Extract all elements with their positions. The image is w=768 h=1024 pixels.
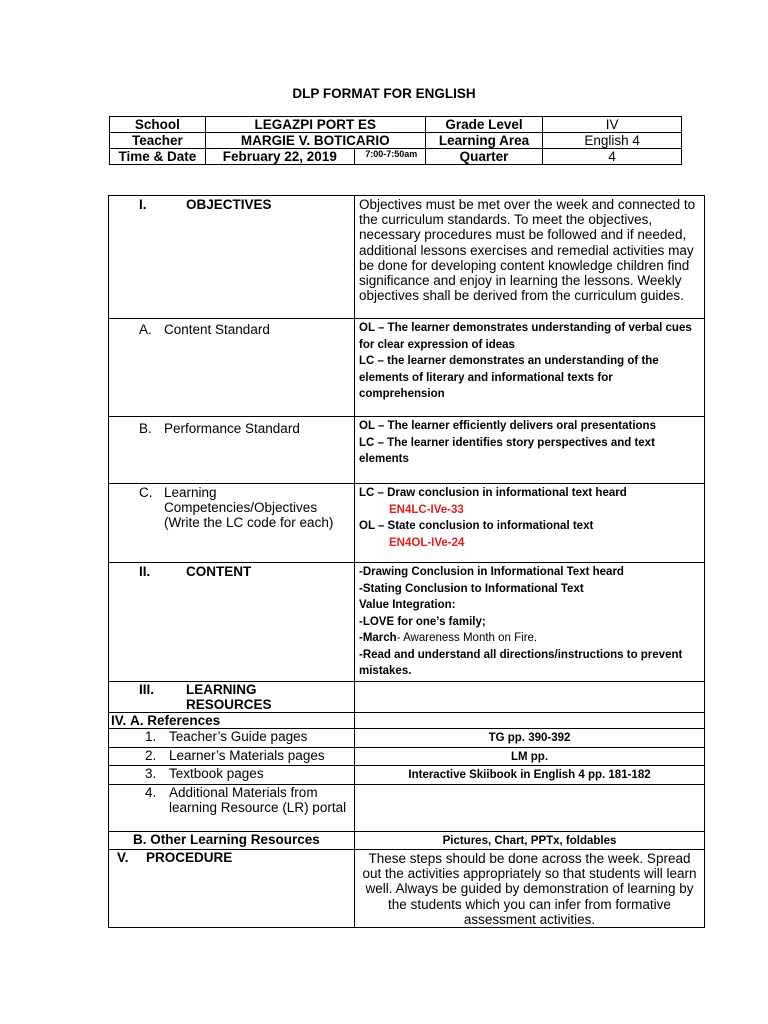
references-row — [109, 713, 705, 729]
resources-num: III. — [139, 682, 155, 697]
other-resources-value: Pictures, Chart, PPTx, foldables — [442, 834, 617, 847]
content-standard-ol: OL – The learner demonstrates understanding of verbal cues for clear expression of ideas — [359, 322, 692, 351]
content-num: II. — [139, 564, 151, 579]
competencies-row — [109, 484, 705, 563]
ref-item-row — [109, 784, 705, 831]
performance-standard-lc: LC – The learner identifies story perspectives and text elements — [359, 436, 655, 465]
ref-item-num: 1. — [145, 729, 157, 744]
header-table — [109, 116, 682, 165]
content-standard-label: Content Standard — [164, 322, 270, 337]
objectives-row — [109, 196, 705, 319]
ref-item-num: 2. — [145, 747, 157, 763]
content-line-5-text: - Awareness Month on Fire. — [396, 632, 538, 644]
ref-item-row — [109, 766, 705, 785]
resources-value — [355, 682, 705, 713]
value-integration-label: Value Integration: — [359, 599, 456, 611]
school-value: LEGAZPI PORT ES — [205, 117, 425, 133]
time-value: 7:00-7:50am — [365, 149, 418, 159]
objectives-text: Objectives must be met over the week and connected to the curriculum standards. To meet the objectives, necessary procedures must be followed and if needed, additional lessons exercises and remedial activities may be done for developing content knowledge children find significance and enjoy in learning the lessons. Weekly objectives shall be derived from the curriculum guides. — [359, 197, 696, 304]
ref-item-value: Interactive Skiibook in English 4 pp. 181-182 — [408, 769, 651, 781]
time-date-label: Time & Date — [110, 149, 206, 165]
content-line-2: -Stating Conclusion to Informational Text — [359, 582, 584, 595]
ref-item-row — [109, 729, 705, 748]
references-num: IV. — [111, 713, 127, 728]
ref-item-label: Additional Materials from learning Resource (LR) portal — [169, 784, 347, 815]
procedure-text: These steps should be done across the week. Spread out the activities appropriately so that students will learn well. Always be guided by demonstration of learning by the students which you can infer from formative assessment activities. — [362, 851, 697, 927]
ref-item-num: 4. — [145, 784, 157, 800]
school-label: School — [110, 117, 206, 133]
date-time-cell — [205, 149, 425, 165]
ref-item-value: LM pp. — [510, 750, 549, 763]
references-value — [355, 713, 705, 729]
competency-lc: LC – Draw conclusion in informational text heard — [359, 487, 627, 499]
procedure-num: V. — [117, 850, 129, 865]
content-standard-lc: LC – the learner demonstrates an understanding of the elements of literary and informational texts for comprehension — [359, 355, 659, 400]
ref-item-row — [109, 747, 705, 766]
area-label: Learning Area — [425, 133, 543, 149]
ref-item-value: TG pp. 390-392 — [488, 732, 571, 744]
page-title: DLP FORMAT FOR ENGLISH — [292, 86, 476, 101]
performance-standard-num: B. — [139, 421, 152, 436]
references-label: A. References — [130, 713, 221, 728]
competencies-num: C. — [139, 485, 153, 500]
ref-item-label: Textbook pages — [169, 766, 264, 781]
performance-standard-ol: OL – The learner efficiently delivers oral presentations — [359, 420, 656, 432]
objectives-num: I. — [139, 197, 147, 212]
grade-label: Grade Level — [425, 117, 543, 133]
quarter-value: 4 — [543, 149, 682, 165]
procedure-label: PROCEDURE — [146, 850, 233, 865]
performance-standard-label: Performance Standard — [164, 421, 300, 436]
teacher-value: MARGIE V. BOTICARIO — [205, 133, 425, 149]
content-line-5 — [359, 630, 700, 647]
resources-row — [109, 682, 705, 713]
objectives-label: OBJECTIVES — [186, 197, 272, 212]
content-line-5-month: -March — [359, 632, 397, 644]
content-standard-row — [109, 319, 705, 417]
grade-value: IV — [543, 117, 682, 133]
content-row — [109, 563, 705, 682]
content-line-1: -Drawing Conclusion in Informational Text heard — [359, 566, 624, 578]
competency-lc-code: EN4LC-IVe-33 — [389, 503, 464, 516]
ref-item-label: Teacher’s Guide pages — [169, 729, 308, 744]
date-value: February 22, 2019 — [206, 149, 355, 164]
ref-item-label: Learner’s Materials pages — [169, 747, 325, 763]
other-resources-row — [109, 831, 705, 850]
competency-ol-code: EN4OL-IVe-24 — [389, 536, 465, 549]
performance-standard-row — [109, 417, 705, 484]
ref-item-value — [355, 785, 704, 786]
competencies-label: Learning Competencies/Objectives (Write the LC code for each) — [164, 485, 334, 530]
area-value: English 4 — [543, 133, 682, 149]
content-line-6: -Read and understand all directions/instructions to prevent mistakes. — [359, 648, 683, 677]
content-label: CONTENT — [186, 564, 252, 579]
procedure-row — [109, 850, 705, 928]
content-standard-num: A. — [139, 322, 152, 337]
teacher-label: Teacher — [110, 133, 206, 149]
ref-item-num: 3. — [145, 766, 157, 781]
other-resources-label: B. Other Learning Resources — [133, 831, 320, 847]
competency-ol: OL – State conclusion to informational text — [359, 520, 594, 532]
content-line-4: -LOVE for one’s family; — [359, 615, 486, 628]
quarter-label: Quarter — [425, 149, 543, 165]
resources-label: LEARNING RESOURCES — [186, 682, 272, 712]
dlp-table — [108, 195, 705, 928]
